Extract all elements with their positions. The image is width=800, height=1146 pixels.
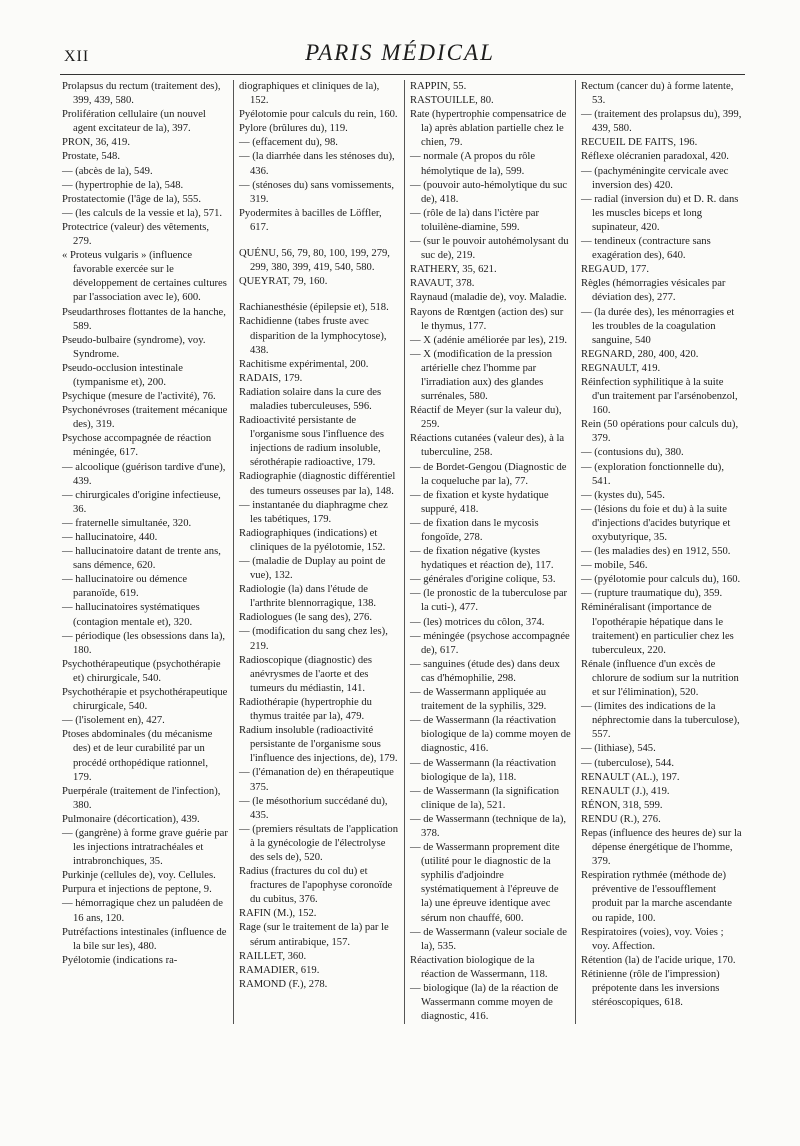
index-entry: Rachianesthésie (épilepsie et), 518. <box>239 302 389 314</box>
index-entry: — méningée (psychose accompagnée de), 617. <box>410 630 570 656</box>
index-entry: — de Wassermann (valeur sociale de la), 535. <box>410 926 567 952</box>
index-entry: RASTOUILLE, 80. <box>410 95 494 107</box>
page-number: XII <box>64 48 90 65</box>
index-entry: Prostatectomie (l'âge de la), 555. <box>62 193 201 205</box>
index-entry: RADAIS, 179. <box>239 372 303 384</box>
header-rule <box>60 74 745 75</box>
index-entry: Rayons de Rœntgen (action des) sur le thymus, 177. <box>410 306 564 332</box>
index-entry: — de Bordet-Gengou (Diagnostic de la coqueluche par la), 77. <box>410 461 567 487</box>
index-entry: — (modification du sang chez les), 219. <box>239 626 388 652</box>
index-entry: — (l'isolement en), 427. <box>62 715 165 727</box>
index-entry: — (hypertrophie de la), 548. <box>62 179 184 191</box>
index-entry: — (sténoses du) sans vomissements, 319. <box>239 179 395 205</box>
index-entry: RATHERY, 35, 621. <box>410 264 497 276</box>
index-entry: — chirurgicales d'origine infectieuse, 36. <box>62 489 221 515</box>
index-entry: Rétention (la) de l'acide urique, 170. <box>581 954 736 966</box>
index-entry: RENDU (R.), 276. <box>581 813 661 825</box>
page-header <box>60 38 740 72</box>
index-entry: Réactions cutanées (valeur des), à la tuberculine, 258. <box>410 433 565 459</box>
index-entry: Psychothérapeutique (psychothérapie et) chirurgicale, 540. <box>62 658 221 684</box>
index-entry: Raynaud (maladie de), voy. Maladie. <box>410 292 567 304</box>
index-entry: — normale (A propos du rôle hémolytique de la), 599. <box>410 151 536 177</box>
index-entry: Puerpérale (traitement de l'infection), 380. <box>62 785 221 811</box>
index-entry: — instantanée du diaphragme chez les tabétiques, 179. <box>239 499 388 525</box>
index-entry: — (pachyméningite cervicale avec inversion des) 420. <box>581 165 729 191</box>
index-entry: — (sur le pouvoir autohémolysant du suc de), 219. <box>410 236 569 262</box>
index-entry: REGNARD, 280, 400, 420. <box>581 348 699 360</box>
index-entry: Ptoses abdominales (du mécanisme des) et de leur curabilité par un procédé orthopédique rationnel, 179. <box>62 729 213 783</box>
index-entry: Réinfection syphilitique à la suite d'un traitement par l'arsénobenzol, 160. <box>581 376 738 417</box>
index-entry: — hallucinatoires systématiques (contagion mentale et), 320. <box>62 602 200 628</box>
index-entry: diographiques et cliniques de la), 152. <box>239 81 380 107</box>
index-entry: Psychonévroses (traitement mécanique des), 319. <box>62 405 228 431</box>
index-columns <box>62 80 746 1024</box>
index-entry: Pseudo-occlusion intestinale (tympanisme et), 200. <box>62 362 183 388</box>
index-entry: — (les maladies des) en 1912, 550. <box>581 546 731 558</box>
index-entry: Rachitisme expérimental, 200. <box>239 358 369 370</box>
index-entry: — (la durée des), les ménorragies et les troubles de la coagulation sanguine, 540 <box>581 306 735 346</box>
index-entry: Radium insoluble (radioactivité persistante de l'organisme sous l'influence des injections, de), 179. <box>239 725 398 765</box>
index-entry: — (exploration fonctionnelle du), 541. <box>581 461 724 487</box>
index-entry: Radius (fractures du col du) et fractures de l'apophyse coronoïde du cubitus, 376. <box>239 866 393 906</box>
index-entry: Pseudo-bulbaire (syndrome), voy. Syndrome. <box>62 334 206 360</box>
index-entry: — hallucinatoire datant de trente ans, sans démence, 620. <box>62 546 221 572</box>
index-entry: Repas (influence des heures de) sur la dépense énergétique de l'homme, 379. <box>581 827 742 868</box>
index-entry: QUEYRAT, 79, 160. <box>239 276 328 288</box>
index-entry: Réactif de Meyer (sur la valeur du), 259. <box>410 405 562 431</box>
index-entry: Pulmonaire (décortication), 439. <box>62 813 200 825</box>
index-entry: — (le mésothorium succédané du), 435. <box>239 795 388 821</box>
index-entry: — (les) motrices du côlon, 374. <box>410 616 545 628</box>
index-entry: — de fixation négative (kystes hydatiques et réaction de), 117. <box>410 546 554 572</box>
index-entry: — (abcès de la), 549. <box>62 165 153 177</box>
index-entry: PRON, 36, 419. <box>62 137 130 149</box>
index-entry: Rénale (influence d'un excès de chlorure de sodium sur la nutrition et sur l'élimination), 520. <box>581 658 739 699</box>
index-entry: — de Wassermann (la signification clinique de la), 521. <box>410 785 559 811</box>
index-entry: Radiothérapie (hypertrophie du thymus traitée par la), 479. <box>239 696 372 723</box>
index-entry: — radial (inversion du) et D. R. dans les muscles biceps et long supinateur, 420. <box>581 193 739 233</box>
index-entry: — hémorragique chez un paludéen de 16 ans, 120. <box>62 898 223 924</box>
index-entry: RÉNON, 318, 599. <box>581 799 663 811</box>
index-entry: Règles (hémorragies vésicales par déviation des), 277. <box>581 278 726 304</box>
index-entry: Protectrice (valeur) des vêtements, 279. <box>62 221 210 248</box>
index-entry: — X (adénie améliorée par les), 219. <box>410 334 568 346</box>
index-entry: — (contusions du), 380. <box>581 447 684 459</box>
index-entry: Respiration rythmée (méthode de) préventive de l'essoufflement produit par la marche ascendante ou rapide, 100. <box>581 870 733 924</box>
index-entry: Prolifération cellulaire (un nouvel agent excitateur de la), 397. <box>62 109 206 135</box>
index-entry: — de fixation et kyste hydatique suppuré, 418. <box>410 489 549 515</box>
index-entry: — de Wassermann (la réactivation biologique de la), 118. <box>410 757 557 783</box>
index-entry: RENAULT (J.), 419. <box>581 785 670 797</box>
index-entry: RAVAUT, 378. <box>410 278 475 290</box>
index-entry: QUÉNU, 56, 79, 80, 100, 199, 279, 299, 380, 399, 419, 540, 580. <box>239 248 390 274</box>
index-entry: — tendineux (contracture sans exagération des), 640. <box>581 236 711 262</box>
index-entry: Purpura et injections de peptone, 9. <box>62 884 212 896</box>
index-entry: — (gangrène) à forme grave guérie par les injections intratrachéales et intrabronchiques, 35. <box>62 827 228 868</box>
index-entry: — (lithiase), 545. <box>581 743 656 755</box>
index-entry: — sanguines (étude des) dans deux cas d'hémophilie, 298. <box>410 658 560 684</box>
index-entry: — X (modification de la pression artérielle chez l'homme par l'irradiation aux) des glandes surrénales, 580. <box>410 348 553 403</box>
index-entry: RAPPIN, 55. <box>410 81 467 92</box>
index-entry: Rein (50 opérations pour calculs du), 379. <box>581 419 739 445</box>
index-entry: — (rupture traumatique du), 359. <box>581 588 723 600</box>
index-entry: — de Wassermann proprement dite (utilité pour le diagnostic de la syphilis d'adjoindre systématiquement à l'épreuve de la) une épreuve identique avec sérum non chauffé, 600. <box>410 842 560 924</box>
index-entry: Putréfactions intestinales (influence de la bile sur les), 480. <box>62 926 227 952</box>
index-entry: — (la diarrhée dans les sténoses du), 436. <box>239 151 395 177</box>
index-entry: RAMADIER, 619. <box>239 964 320 976</box>
index-entry: Radiographiques (indications) et cliniques de la pyélotomie, 152. <box>239 527 386 553</box>
index-entry: Respiratoires (voies), voy. Voies ; voy. Affection. <box>581 926 724 952</box>
index-entry: — générales d'origine colique, 53. <box>410 574 556 586</box>
index-entry: — (lésions du foie et du) à la suite d'injections d'acides butyrique et oxybutyrique, 35. <box>581 503 731 543</box>
index-entry: Pylore (brûlures du), 119. <box>239 123 348 135</box>
index-column-1 <box>62 80 233 1024</box>
index-column-2 <box>233 80 404 1024</box>
index-entry: Pyodermites à bacilles de Löffler, 617. <box>239 207 382 233</box>
index-column-3 <box>404 80 575 1024</box>
index-entry: — hallucinatoire, 440. <box>62 532 158 543</box>
index-entry: Prolapsus du rectum (traitement des), 399, 439, 580. <box>62 81 221 107</box>
index-entry: RECUEIL DE FAITS, 196. <box>581 137 698 149</box>
index-entry: — alcoolique (guérison tardive d'une), 439. <box>62 461 226 487</box>
index-entry: — de fixation dans le mycosis fongoïde, 278. <box>410 517 539 543</box>
index-entry: — (l'émanation de) en thérapeutique 375. <box>239 767 394 793</box>
index-entry: — périodique (les obsessions dans la), 180. <box>62 630 225 656</box>
index-entry: Radioactivité persistante de l'organisme sous l'influence des injections de radium insoluble, sérothérapie radioactive, 179. <box>239 415 384 469</box>
index-entry: — (pyélotomie pour calculs du), 160. <box>581 574 741 586</box>
index-entry: Pseudarthroses flottantes de la hanche, 589. <box>62 306 226 332</box>
index-entry: RENAULT (AL.), 197. <box>581 771 680 783</box>
index-entry: Réminéralisant (importance de l'opothérapie hépatique dans le traitement) en particulier chez les tuberculeux, 220. <box>581 602 734 656</box>
index-entry: — de Wassermann (la réactivation biologique de la) comme moyen de diagnostic, 416. <box>410 715 571 755</box>
index-entry: REGAUD, 177. <box>581 264 649 276</box>
index-entry: — (effacement du), 98. <box>239 137 338 149</box>
index-entry: REGNAULT, 419. <box>581 362 661 374</box>
index-entry: — de Wassermann (technique de la), 378. <box>410 813 567 839</box>
index-entry: Psychothérapie et psychothérapeutique chirurgicale, 540. <box>62 687 228 713</box>
index-entry: Réflexe olécranien paradoxal, 420. <box>581 151 729 163</box>
index-entry: Rectum (cancer du) à forme latente, 53. <box>581 81 734 107</box>
index-entry: Radiation solaire dans la cure des maladies tuberculeuses, 596. <box>239 386 382 412</box>
index-entry: — (traitement des prolapsus du), 399, 439, 580. <box>581 109 742 135</box>
index-entry: Prostate, 548. <box>62 151 120 163</box>
index-entry: — (le pronostic de la tuberculose par la cuti-), 477. <box>410 588 568 614</box>
index-entry: Réactivation biologique de la réaction de Wassermann, 118. <box>410 954 548 980</box>
index-entry: « Proteus vulgaris » (influence favorable exercée sur le développement de certaines cultures par l'association avec le), 600. <box>62 250 227 304</box>
index-entry: Radioscopique (diagnostic) des anévrysmes de l'aorte et des tumeurs du médiastin, 141. <box>239 654 372 694</box>
index-entry: Purkinje (cellules de), voy. Cellules. <box>62 870 216 882</box>
index-entry: Psychique (mesure de l'activité), 76. <box>62 391 216 403</box>
index-entry: — (tuberculose), 544. <box>581 757 674 769</box>
index-entry: Rachidienne (tabes fruste avec disparition de la lymphocytose), 438. <box>239 316 387 356</box>
index-entry: Pyélotomie (indications ra- <box>62 954 178 966</box>
index-entry: — biologique (la) de la réaction de Wassermann comme moyen de diagnostic, 416. <box>410 983 559 1023</box>
index-entry: RAMOND (F.), 278. <box>239 978 328 990</box>
index-entry: Rétinienne (rôle de l'impression) prépotente dans les inversions stéréoscopiques, 618. <box>581 968 720 1009</box>
index-entry: — mobile, 546. <box>581 560 648 572</box>
index-entry: — (pouvoir auto-hémolytique du suc de), 418. <box>410 179 568 205</box>
index-entry: Pyélotomie pour calculs du rein, 160. <box>239 109 398 121</box>
index-entry: — fraternelle simultanée, 320. <box>62 517 192 529</box>
index-entry: RAILLET, 360. <box>239 950 307 962</box>
index-entry: Rate (hypertrophie compensatrice de la) après ablation partielle chez le chien, 79. <box>410 109 567 149</box>
index-entry: — (kystes du), 545. <box>581 489 665 501</box>
index-entry: Rage (sur le traitement de la) par le sérum antirabique, 157. <box>239 922 389 948</box>
index-entry: — (premiers résultats de l'application à la gynécologie de l'électrolyse des sels de), 520. <box>239 823 398 863</box>
index-entry: Psychose accompagnée de réaction méningée, 617. <box>62 433 212 459</box>
index-entry: — hallucinatoire ou démence paranoïde, 619. <box>62 574 188 600</box>
index-entry: — (limites des indications de la néphrectomie dans la tuberculose), 557. <box>581 701 740 741</box>
index-entry: — (maladie de Duplay au point de vue), 132. <box>239 556 386 582</box>
index-entry: Radiologues (le sang des), 276. <box>239 612 372 624</box>
index-entry: RAFIN (M.), 152. <box>239 908 317 920</box>
index-entry: — (rôle de la) dans l'ictère par toluilène-diamine, 599. <box>410 207 539 233</box>
index-entry: Radiographie (diagnostic différentiel des tumeurs osseuses par la), 148. <box>239 471 396 497</box>
index-entry: — (les calculs de la vessie et la), 571. <box>62 207 223 219</box>
index-entry: — de Wassermann appliquée au traitement de la syphilis, 329. <box>410 687 547 713</box>
index-entry: Radiologie (la) dans l'étude de l'arthrite blennorragique, 138. <box>239 584 377 610</box>
index-column-4 <box>575 80 746 1024</box>
running-title: PARIS MÉDICAL <box>305 40 495 65</box>
